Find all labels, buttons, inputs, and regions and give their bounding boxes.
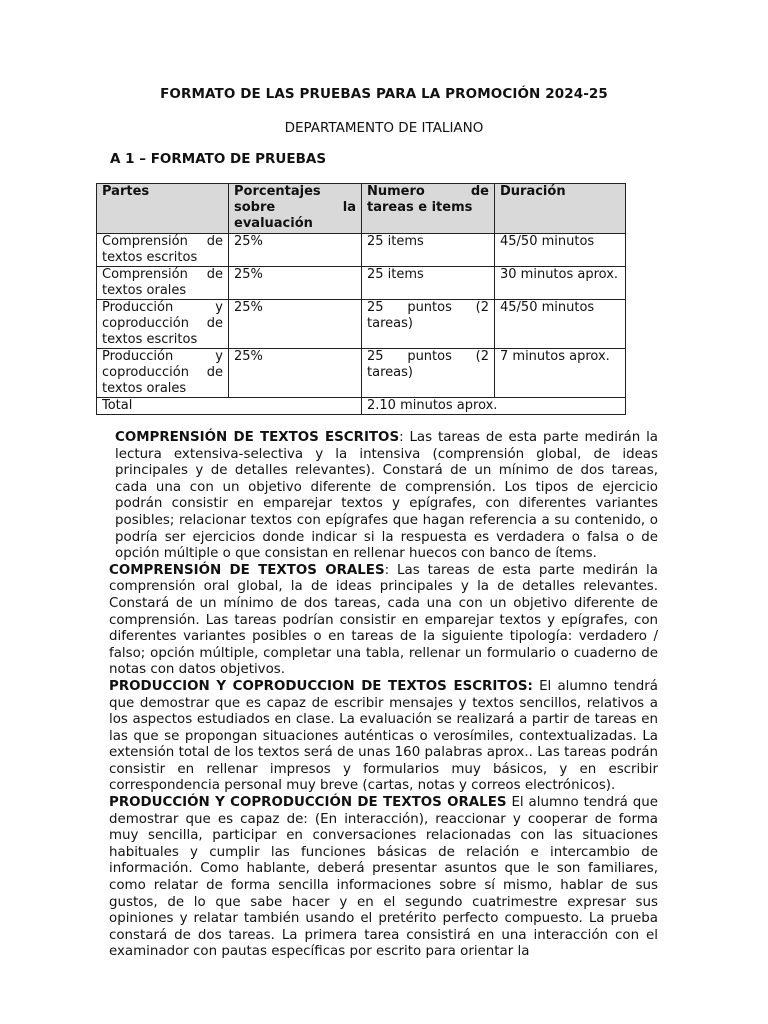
cell-duracion: 30 minutos aprox. [495, 267, 626, 300]
paragraph-comprension-escritos [109, 430, 658, 563]
paragraph-produccion-escritos [109, 679, 658, 795]
cell-porcentaje: 25% [229, 349, 362, 398]
cell-numero: 25 puntos (2 tareas) [362, 300, 495, 349]
header-numero: Numero de tareas e items [362, 184, 495, 234]
exam-format-table [96, 183, 626, 415]
paragraph-text: : Las tareas de esta parte medirán la comprensión oral global, la de ideas principales y la de detalles relevantes. Constará de un mínimo de dos tareas, cada una con un objetivo diferente de comprensión. Las tareas podrían consistir en emparejar textos y epígrafes, con diferentes variantes posibles o en tareas de la siguiente tipología: verdadero / falso; opción múltiple, completar una tabla, rellenar un formulario o cuaderno de notas con datos objetivos. [109, 562, 658, 678]
paragraph-heading: COMPRENSIÓN DE TEXTOS ESCRITOS [115, 430, 400, 445]
cell-porcentaje: 25% [229, 267, 362, 300]
section-heading: A 1 – FORMATO DE PRUEBAS [110, 151, 327, 167]
paragraph-heading: PRODUCCION Y COPRODUCCION DE TEXTOS ESCRITOS: [109, 678, 533, 694]
header-duracion: Duración [495, 184, 626, 234]
cell-total-value: 2.10 minutos aprox. [362, 398, 626, 415]
document-title: FORMATO DE LAS PRUEBAS PARA LA PROMOCIÓN 2024-25 [160, 86, 608, 102]
cell-parte: Producción y coproducción de textos orales [97, 349, 229, 398]
cell-duracion: 45/50 minutos [495, 300, 626, 349]
department-name: DEPARTAMENTO DE ITALIANO [284, 120, 484, 136]
cell-parte: Comprensión de textos orales [97, 267, 229, 300]
table-row [97, 267, 626, 300]
paragraph-comprension-orales [109, 563, 658, 679]
header-partes: Partes [97, 184, 229, 234]
table-total-row [97, 398, 626, 415]
paragraph-text: El alumno tendrá que demostrar que es capaz de: (En interacción), reaccionar y cooperar de forma muy sencilla, participar en conversaciones relacionadas con las situaciones habituales y cumplir las funciones básicas de relación e intercambio de información. Como hablante, deberá presentar asuntos que le son familiares, como relatar de forma sencilla informaciones sobre sí mismo, hablar de sus gustos, de lo que sabe hacer y en el segundo cuatrimestre expresar sus opiniones y relatar también usando el pretérito perfecto compuesto. La prueba constará de dos tareas. La primera tarea consistirá en una interacción con el examinador con pautas específicas por escrito para orientar la [109, 795, 658, 960]
paragraph-heading: PRODUCCIÓN Y COPRODUCCIÓN DE TEXTOS ORALES [109, 795, 507, 811]
table-row [97, 234, 626, 267]
cell-porcentaje: 25% [229, 234, 362, 267]
paragraph-text: : Las tareas de esta parte medirán la lectura extensiva-selectiva y la intensiva (comprensión global, de ideas principales y de detalles relevantes). Constará de un mínimo de dos tareas, cada una con un objetivo diferente de comprensión. Los tipos de ejercicio podrán consistir en emparejar textos y epígrafes, con diferentes variantes posibles; relacionar textos con epígrafes que hagan referencia a su contenido, o podría ser ejercicios donde indicar si la respuesta es verdadera o falsa o de opción múltiple o que consistan en rellenar huecos con banco de ítems. [115, 430, 658, 562]
table-row [97, 349, 626, 398]
cell-duracion: 7 minutos aprox. [495, 349, 626, 398]
cell-porcentaje: 25% [229, 300, 362, 349]
cell-parte: Comprensión de textos escritos [97, 234, 229, 267]
cell-numero: 25 puntos (2 tareas) [362, 349, 495, 398]
table-header-row [97, 184, 626, 234]
body-text [109, 430, 658, 961]
cell-parte: Producción y coproducción de textos escritos [97, 300, 229, 349]
cell-numero: 25 items [362, 267, 495, 300]
cell-numero: 25 items [362, 234, 495, 267]
cell-total-label: Total [97, 398, 362, 415]
paragraph-heading: COMPRENSIÓN DE TEXTOS ORALES [109, 562, 385, 578]
paragraph-text: El alumno tendrá que demostrar que es capaz de escribir mensajes y textos sencillos, relativos a los aspectos estudiados en clase. La evaluación se realizará a partir de tareas en las que se propongan situaciones auténticas o verosímiles, contextualizadas. La extensión total de los textos será de unas 160 palabras aprox.. Las tareas podrán consistir en rellenar impresos y formularios muy básicos, y en escribir correspondencia personal muy breve (cartas, notas y correos electrónicos). [109, 678, 658, 794]
table-row [97, 300, 626, 349]
cell-duracion: 45/50 minutos [495, 234, 626, 267]
paragraph-produccion-orales [109, 795, 658, 961]
header-porcentajes: Porcentajes sobre la evaluación [229, 184, 362, 234]
